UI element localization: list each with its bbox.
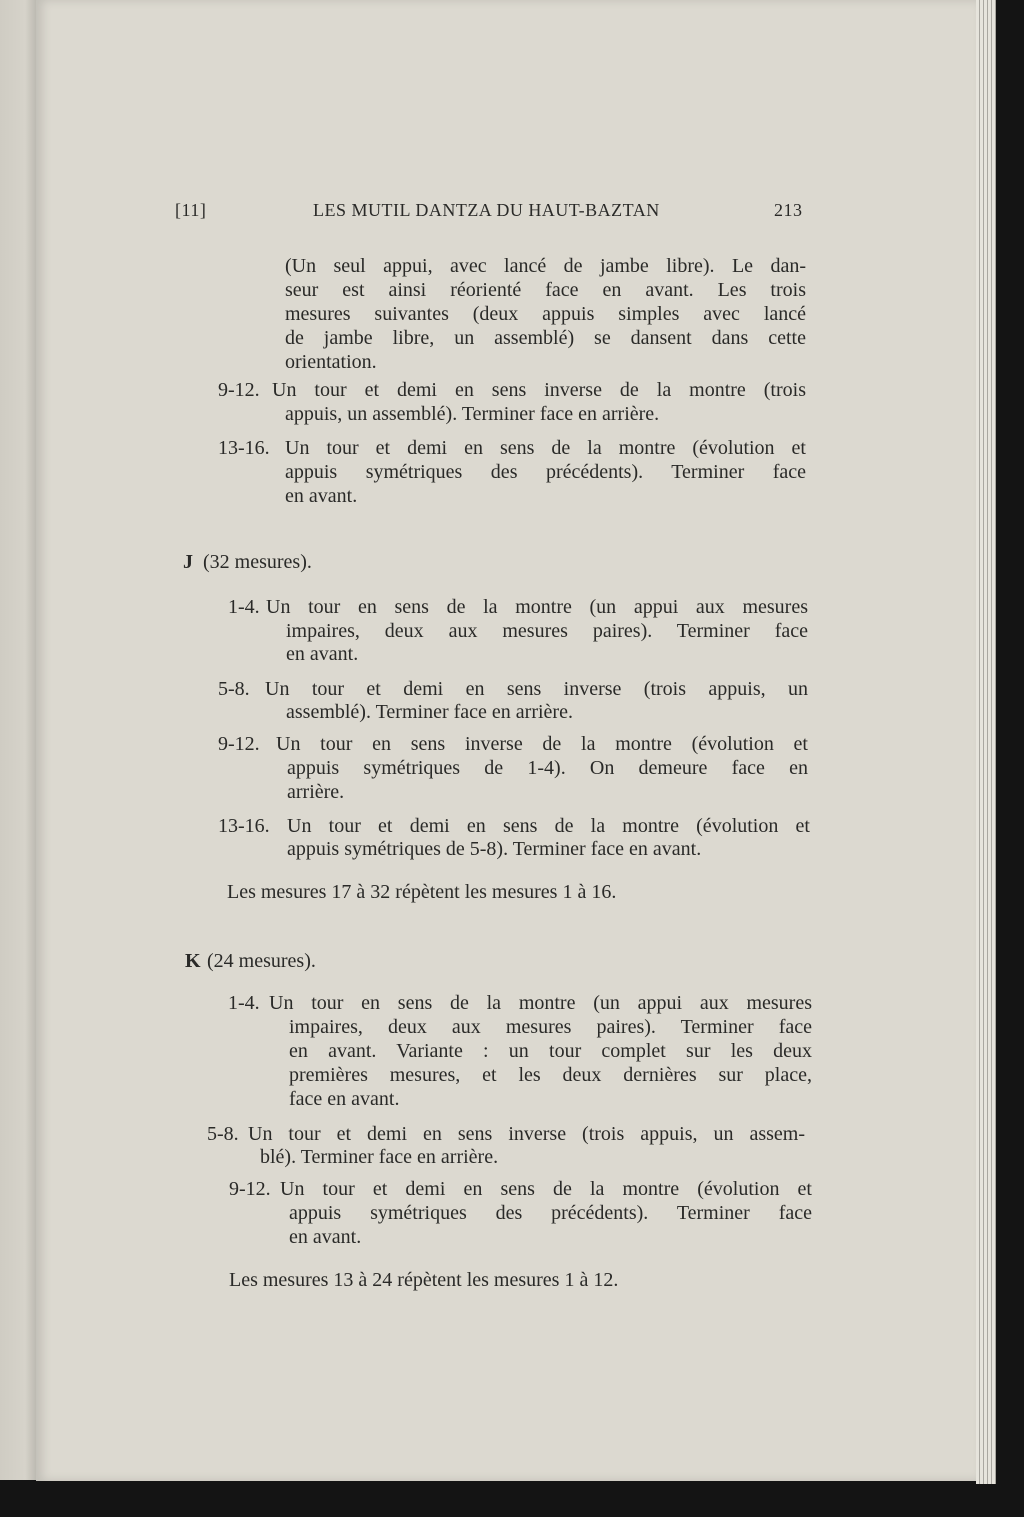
item-text-line: Un tour en sens de la montre (un appui aux mesures: [269, 992, 812, 1014]
item-text-line: en avant.: [285, 485, 358, 507]
item-text-line: en avant. Variante : un tour complet sur les deux: [289, 1040, 812, 1062]
text-line: de jambe libre, un assemblé) se dansent dans cette: [285, 327, 806, 349]
measure-number: 5-8.: [207, 1123, 239, 1145]
text-line: mesures suivantes (deux appuis simples avec lancé: [285, 303, 806, 325]
previous-page-edge: [0, 0, 36, 1480]
measure-number: 5-8.: [218, 678, 250, 700]
section-letter: K: [185, 950, 201, 972]
measure-number: 9-12.: [218, 733, 260, 755]
running-title: LES MUTIL DANTZA DU HAUT-BAZTAN: [313, 200, 660, 220]
item-text-line: en avant.: [289, 1226, 362, 1248]
item-text-line: premières mesures, et les deux dernières sur place,: [289, 1064, 812, 1086]
section-number: [11]: [175, 200, 207, 220]
measure-number: 13-16.: [218, 815, 270, 837]
measure-number: 9-12.: [218, 379, 260, 401]
repeat-note: Les mesures 13 à 24 répètent les mesures 1 à 12.: [229, 1269, 619, 1291]
item-text-line: impaires, deux aux mesures paires). Terminer face: [286, 620, 808, 642]
item-text-line: Un tour et demi en sens inverse de la montre (trois: [272, 379, 806, 401]
item-text-line: appuis, un assemblé). Terminer face en arrière.: [285, 403, 660, 425]
item-text-line: Un tour et demi en sens inverse (trois appuis, un: [265, 678, 808, 700]
repeat-note: Les mesures 17 à 32 répètent les mesures 1 à 16.: [227, 881, 617, 903]
page-number: 213: [774, 200, 803, 220]
text-line: (Un seul appui, avec lancé de jambe libre). Le dan-: [285, 255, 806, 277]
item-text-line: Un tour en sens de la montre (un appui aux mesures: [266, 596, 808, 618]
item-text-line: impaires, deux aux mesures paires). Terminer face: [289, 1016, 812, 1038]
item-text-line: appuis symétriques de 5-8). Terminer face en avant.: [287, 838, 702, 860]
item-text-line: assemblé). Terminer face en arrière.: [286, 701, 573, 723]
section-title: (32 mesures).: [203, 551, 312, 573]
item-text-line: Un tour en sens inverse de la montre (évolution et: [276, 733, 808, 755]
measure-number: 1-4.: [228, 596, 260, 618]
item-text-line: Un tour et demi en sens inverse (trois appuis, un assem-: [248, 1123, 805, 1145]
text-line: orientation.: [285, 351, 377, 373]
item-text-line: Un tour et demi en sens de la montre (évolution et: [287, 815, 810, 837]
item-text-line: Un tour et demi en sens de la montre (évolution et: [280, 1178, 812, 1200]
page-stack-edge: [976, 0, 996, 1484]
item-text-line: appuis symétriques des précédents). Terminer face: [289, 1202, 812, 1224]
item-text-line: blé). Terminer face en arrière.: [260, 1146, 499, 1168]
item-text-line: appuis symétriques des précédents). Terminer face: [285, 461, 806, 483]
section-letter: J: [183, 551, 193, 573]
item-text-line: arrière.: [287, 781, 345, 803]
text-line: seur est ainsi réorienté face en avant. Les trois: [285, 279, 806, 301]
measure-number: 9-12.: [229, 1178, 271, 1200]
item-text-line: Un tour et demi en sens de la montre (évolution et: [285, 437, 806, 459]
measure-number: 13-16.: [218, 437, 270, 459]
item-text-line: appuis symétriques de 1-4). On demeure face en: [287, 757, 808, 779]
item-text-line: en avant.: [286, 643, 359, 665]
section-title: (24 mesures).: [207, 950, 316, 972]
measure-number: 1-4.: [228, 992, 260, 1014]
item-text-line: face en avant.: [289, 1088, 400, 1110]
